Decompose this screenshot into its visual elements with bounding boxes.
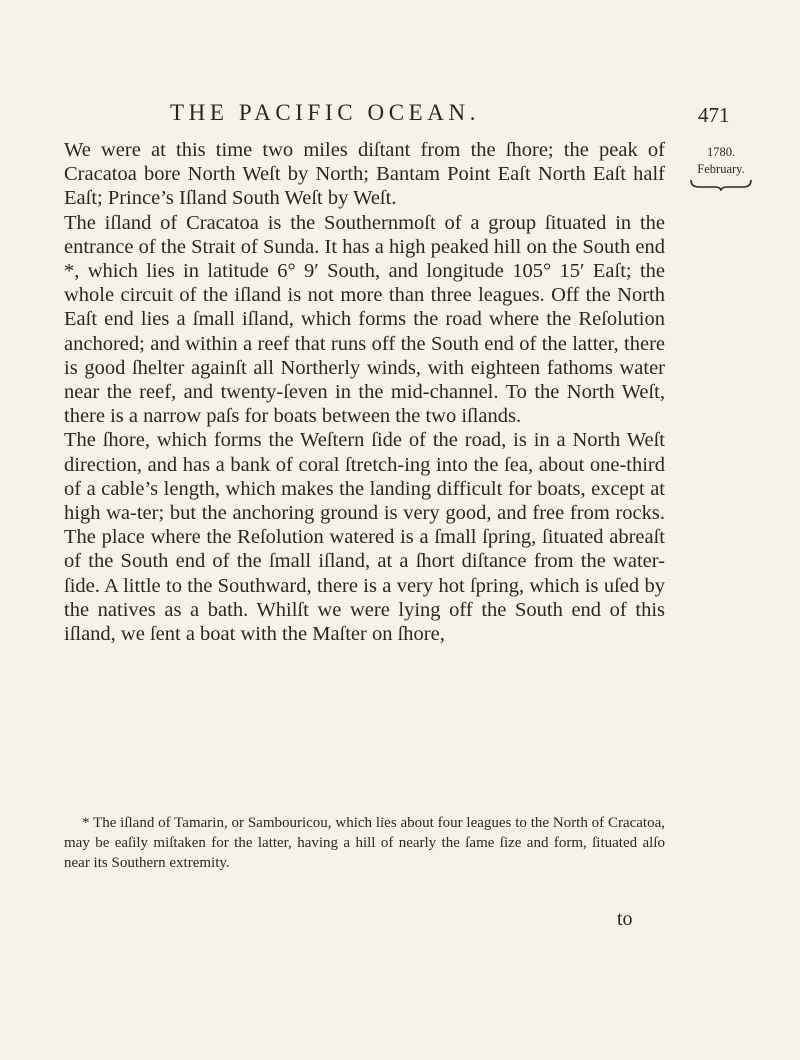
brace-ornament-icon (689, 179, 753, 191)
paragraph: The ſhore, which forms the Weſtern ſide of the road, is in a North Weſt direction, and has a bank of coral ſtretch-ing into the ſea, about one-third of a cable’s length, which makes the landing difficult for boats, except at high wa-ter; but the anchoring ground is very good, and free from rocks. The place where the Reſolution watered is a ſmall ſpring, ſituated abreaſt of the South end of the ſmall iſland, at a ſhort diſtance from the water-ſide. A little to the Southward, there is a very hot ſpring, which is uſed by the natives as a bath. Whilſt we were lying off the South end of this iſland, we ſent a boat with the Maſter on ſhore, (64, 429, 665, 646)
body-text (64, 138, 665, 646)
paragraph: The iſland of Cracatoa is the Southernmoſt of a group ſituated in the entrance of the Strait of Sunda. It has a high peaked hill on the South end *, which lies in latitude 6° 9′ South, and longitude 105° 15′ Eaſt; the whole circuit of the iſland is not more than three leagues. Off the North Eaſt end lies a ſmall iſland, which forms the road where the Reſolution anchored; and within a reef that runs off the South end of the latter, there is good ſhelter againſt all Northerly winds, with eighteen fathoms water near the reef, and twenty-ſeven in the mid-channel. To the North Weſt, there is a narrow paſs for boats between the two iſlands. (64, 211, 665, 428)
paragraph: We were at this time two miles diſtant from the ſhore; the peak of Cracatoa bore North Weſt by North; Bantam Point Eaſt North Eaſt half Eaſt; Prince’s Iſland South Weſt by Weſt. (64, 139, 665, 210)
margin-year: 1780. (706, 145, 736, 159)
page-number: 471 (698, 103, 730, 127)
margin-month: February. (697, 162, 745, 176)
margin-date-note (688, 144, 754, 191)
running-title: THE PACIFIC OCEAN. (170, 100, 481, 125)
footnote: * The iſland of Tamarin, or Sambouricou, which lies about four leagues to the North of Cracatoa, may be eaſily miſtaken for the latter, having a hill of nearly the ſame ſize and form, ſituated alſo near its Southern extremity. (64, 815, 665, 871)
catchword: to (617, 908, 633, 930)
